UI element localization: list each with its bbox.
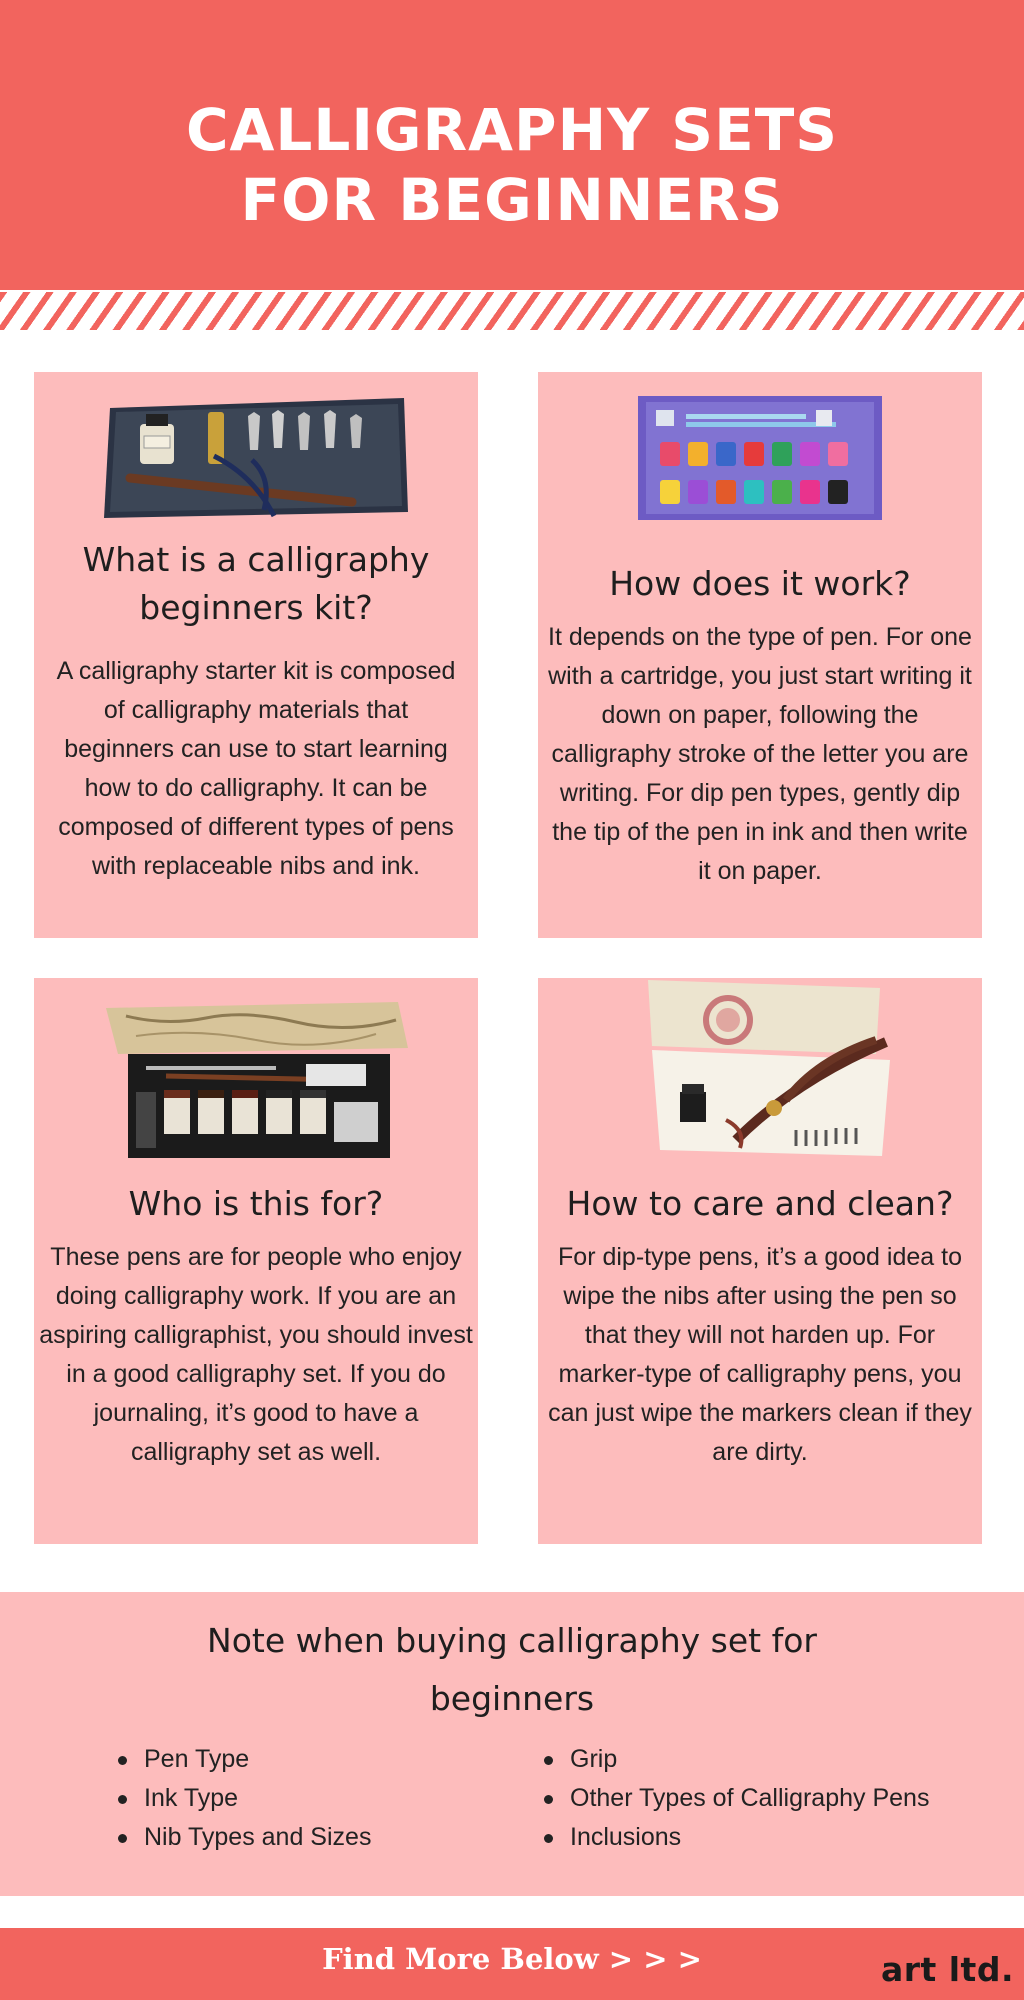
list-item: Other Types of Calligraphy Pens: [540, 1779, 929, 1818]
list-item: Ink Type: [114, 1779, 371, 1818]
page-title: [0, 95, 1024, 235]
find-more-link[interactable]: Find More Below > > >: [322, 1942, 702, 1976]
buying-notes-section: [0, 1592, 1024, 1896]
card-title: [538, 1180, 982, 1228]
card-title: [34, 536, 478, 632]
buying-notes-title-line-1: Note when buying calligraphy set for: [207, 1621, 817, 1660]
page-title-line-1: CALLIGRAPHY SETS: [185, 96, 839, 164]
header-banner: [0, 0, 1024, 290]
list-item: Inclusions: [540, 1818, 929, 1857]
buying-notes-title-line-2: beginners: [429, 1679, 595, 1718]
brand-logo: art ltd.: [880, 1950, 1014, 1989]
list-item: Grip: [540, 1740, 929, 1779]
list-item: Nib Types and Sizes: [114, 1818, 371, 1857]
card-title-line-2: beginners kit?: [139, 588, 373, 627]
bullet-list-right: [540, 1740, 929, 1857]
page-title-line-2: FOR BEGINNERS: [240, 166, 784, 234]
kit-photo-map-box: [106, 1002, 408, 1162]
kit-photo-quill-set: [646, 980, 892, 1162]
striped-divider: [0, 292, 1024, 330]
kit-photo-dip-pen-set: [102, 394, 412, 520]
card-title-line-1: How to care and clean?: [566, 1184, 954, 1223]
card-body: These pens are for people who enjoy doing calligraphy work. If you are an aspiring calligraphist, you should invest in a good calligraphy set. If you do journaling, it’s good to have a calligraphy set as well.: [39, 1243, 473, 1466]
card-body: A calligraphy starter kit is composed of calligraphy materials that beginners can use to start learning how to do calligraphy. It can be composed of different types of pens with replaceable nibs and ink.: [56, 657, 456, 880]
card-title-line-1: How does it work?: [609, 564, 911, 603]
buying-notes-title: [150, 1612, 874, 1728]
card-title-line-1: Who is this for?: [128, 1184, 384, 1223]
card-care-and-clean: [538, 978, 982, 1544]
bullet-list-left: [114, 1740, 371, 1857]
card-who-is-this-for: [34, 978, 478, 1544]
list-item: Pen Type: [114, 1740, 371, 1779]
card-body: It depends on the type of pen. For one with a cartridge, you just start writing it down on paper, following the calligraphy stroke of the letter you are writing. For dip pen types, gently dip the tip of the pen in ink and then write it on paper.: [548, 623, 972, 885]
footer-bar: [0, 1928, 1024, 2000]
kit-photo-colored-inks: [636, 394, 884, 522]
card-title-line-1: What is a calligraphy: [82, 540, 430, 579]
card-how-it-works: [538, 372, 982, 938]
card-title: [34, 1180, 478, 1228]
card-what-is-kit: [34, 372, 478, 938]
card-title: [538, 560, 982, 608]
card-body: For dip-type pens, it’s a good idea to wipe the nibs after using the pen so that they will not harden up. For marker-type of calligraphy pens, you can just wipe the markers clean if they are dirty.: [548, 1243, 972, 1466]
